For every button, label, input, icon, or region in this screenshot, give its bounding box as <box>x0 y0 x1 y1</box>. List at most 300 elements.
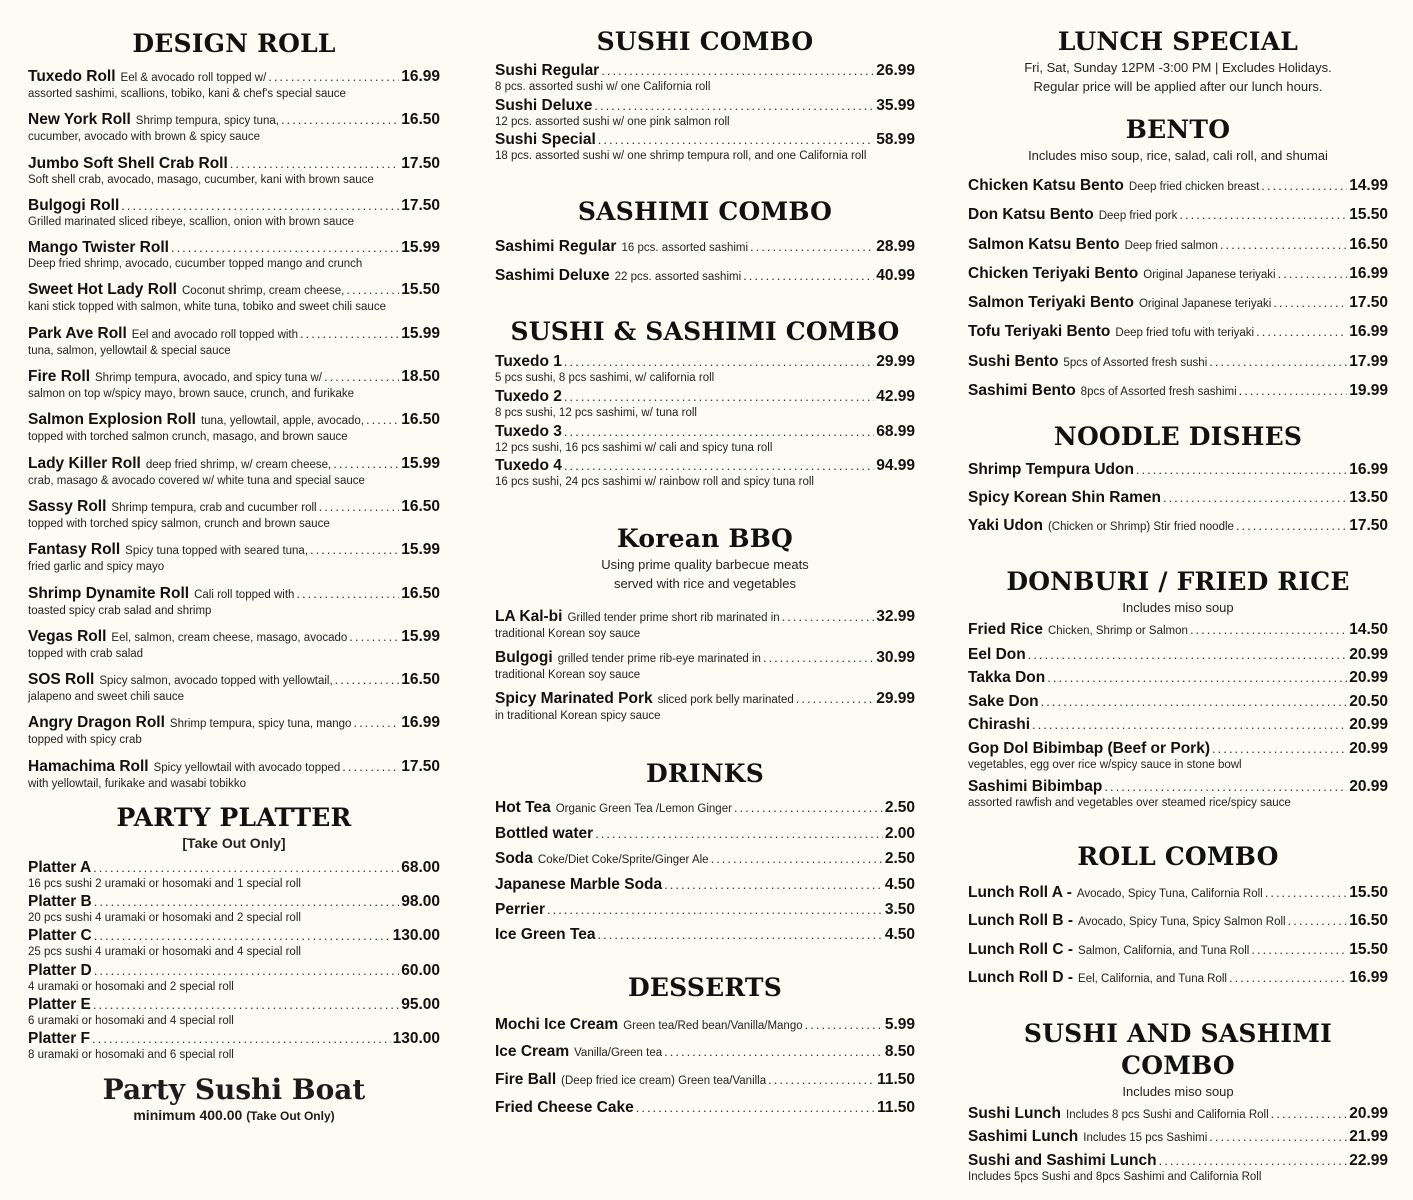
menu-item-row <box>968 716 1388 734</box>
dot-leader <box>564 457 874 475</box>
dot-leader <box>796 690 874 708</box>
menu-item-detail: Deep fried shrimp, avocado, cucumber topped mango and crunch <box>28 258 363 271</box>
menu-item-price: 28.99 <box>876 238 915 256</box>
dot-leader <box>319 498 400 516</box>
menu-item-row <box>495 876 915 894</box>
dot-leader <box>171 239 399 257</box>
menu-item-row <box>495 926 915 944</box>
menu-item-row <box>28 325 440 344</box>
menu-item <box>28 893 440 926</box>
menu-item <box>28 714 440 748</box>
menu-item-name: Sashimi Bibimbap <box>968 778 1103 796</box>
menu-item-detail: crab, masago & avocado covered w/ white tuna and special sauce <box>28 474 365 487</box>
menu-item-price: 130.00 <box>392 1030 440 1048</box>
menu-item-price: 20.50 <box>1349 692 1388 710</box>
menu-item-row <box>28 1030 440 1048</box>
menu-item-description: Coke/Diet Coke/Sprite/Ginger Ale <box>537 853 709 866</box>
column-right <box>968 0 1388 1185</box>
menu-item-price: 16.50 <box>401 671 440 689</box>
menu-item-description: tuna, yellowtail, apple, avocado, <box>200 415 364 428</box>
menu-item <box>495 926 915 944</box>
menu-item-row <box>968 740 1388 758</box>
menu-item-name: Platter E <box>28 995 91 1013</box>
dot-leader <box>1256 323 1347 341</box>
menu-item-description: Shrimp tempura, crab and cucumber roll <box>111 501 317 514</box>
dot-leader <box>296 585 399 603</box>
menu-item-description: Avocado, Spicy Tuna, Spicy Salmon Roll <box>1078 916 1286 929</box>
menu-item-row <box>968 265 1388 284</box>
menu-item-price: 35.99 <box>876 96 915 114</box>
menu-item-description: grilled tender prime rib-eye marinated in <box>557 652 761 665</box>
menu-item-description: Salmon, California, and Tuna Roll <box>1078 944 1250 957</box>
menu-item <box>495 1071 915 1090</box>
menu-item-description: Eel, California, and Tuna Roll <box>1078 972 1227 985</box>
dot-leader <box>768 1071 875 1089</box>
menu-item-description: (Deep fried ice cream) Green tea/Vanilla <box>561 1075 767 1087</box>
dot-leader <box>92 1030 391 1048</box>
menu-item-row <box>28 714 440 733</box>
menu-item-name: Angry Dragon Roll <box>28 714 165 732</box>
menu-item-detail: traditional Korean soy sauce <box>495 628 641 641</box>
menu-item-row <box>28 111 440 130</box>
menu-item-name: Soda <box>495 849 533 867</box>
menu-item-row <box>28 628 440 647</box>
menu-item-row <box>968 294 1388 313</box>
menu-item-name: Salmon Explosion Roll <box>28 411 196 429</box>
menu-item-row <box>495 267 915 286</box>
menu-item-name: Tofu Teriyaki Bento <box>968 323 1111 341</box>
menu-item-detail: 5 pcs sushi, 8 pcs sashimi, w/ california roll <box>495 372 715 385</box>
lunch-combo-list <box>968 1105 1388 1185</box>
dot-leader <box>1251 941 1347 959</box>
menu-item-name: Mochi Ice Cream <box>495 1015 619 1033</box>
dot-leader <box>1136 461 1347 479</box>
menu-item-name: Fried Rice <box>968 621 1043 639</box>
menu-item-detail: assorted sashimi, scallions, tobiko, kani & chef's special sauce <box>28 88 346 100</box>
menu-item-price: 3.50 <box>884 900 915 918</box>
dot-leader <box>750 238 874 256</box>
dot-leader <box>598 926 883 944</box>
menu-item-price: 4.50 <box>884 875 915 893</box>
menu-item-name: Tuxedo 3 <box>495 422 562 440</box>
menu-item-row <box>495 1016 915 1035</box>
menu-item-name: Takka Don <box>968 669 1046 687</box>
menu-item-name: Chicken Teriyaki Bento <box>968 264 1139 282</box>
menu-item-detail: topped with torched spicy salmon, crunch and brown sauce <box>28 517 330 530</box>
menu-item-price: 19.99 <box>1349 382 1388 400</box>
menu-item-row <box>968 517 1388 536</box>
menu-item-price: 16.50 <box>1349 912 1388 930</box>
menu-item-name: Salmon Teriyaki Bento <box>968 294 1134 312</box>
section-title-roll-combo: ROLL COMBO <box>1077 842 1279 872</box>
menu-item <box>495 876 915 894</box>
menu-item-name: Ice Green Tea <box>495 925 596 943</box>
section-title-drinks: DRINKS <box>646 758 764 788</box>
menu-item <box>968 884 1388 903</box>
menu-item-row <box>495 649 915 668</box>
menu-item-row <box>495 1071 915 1090</box>
menu-item-row <box>968 489 1388 507</box>
menu-item-row <box>968 177 1388 196</box>
menu-item-row <box>495 457 915 475</box>
dot-leader <box>743 267 874 285</box>
menu-item-name: LA Kal-bi <box>495 608 563 626</box>
menu-item-description: 16 pcs. assorted sashimi <box>621 242 749 255</box>
lunch-special-note: Regular price will be applied after our lunch hours. <box>1033 79 1323 94</box>
bento-subtitle: Includes miso soup, rice, salad, cali roll, and shumai <box>1028 148 1328 163</box>
dot-leader <box>782 608 875 626</box>
menu-item-name: Vegas Roll <box>28 627 107 645</box>
menu-item <box>28 498 440 532</box>
dot-leader <box>1047 669 1347 687</box>
menu-item-name: Eel Don <box>968 645 1026 663</box>
menu-item-name: Shrimp Tempura Udon <box>968 461 1134 479</box>
menu-item-detail: 8 pcs. assorted sushi w/ one California roll <box>495 81 711 93</box>
menu-item <box>968 323 1388 342</box>
menu-item <box>28 859 440 892</box>
menu-item <box>28 541 440 575</box>
menu-item-detail: in traditional Korean spicy sauce <box>495 709 661 722</box>
menu-item <box>28 111 440 145</box>
dot-leader <box>1239 382 1348 400</box>
dot-leader <box>1163 489 1347 507</box>
menu-item-name: Sushi Bento <box>968 352 1059 370</box>
menu-item-name: Jumbo Soft Shell Crab Roll <box>28 154 228 172</box>
section-title-desserts: DESSERTS <box>628 972 782 1002</box>
menu-item-price: 17.50 <box>1349 294 1388 312</box>
section-title-sushi-sashimi-combo: SUSHI & SASHIMI COMBO <box>510 317 900 347</box>
menu-item <box>495 825 915 843</box>
menu-item-name: Perrier <box>495 900 545 918</box>
section-title-korean-bbq: Korean BBQ <box>616 524 794 554</box>
menu-item-price: 4.50 <box>884 925 915 943</box>
menu-item-name: Fantasy Roll <box>28 541 121 559</box>
menu-item-detail: vegetables, egg over rice w/spicy sauce in stone bowl <box>968 758 1242 771</box>
menu-item-row <box>495 690 915 709</box>
party-sushi-boat-title: Party Sushi Boat <box>102 1073 366 1107</box>
menu-item-row <box>495 799 915 818</box>
menu-item-name: Sassy Roll <box>28 497 107 515</box>
menu-item-row <box>495 850 915 869</box>
menu-item <box>495 850 915 869</box>
menu-item <box>28 68 440 102</box>
menu-item <box>28 325 440 359</box>
menu-item <box>495 1016 915 1035</box>
menu-item-detail: 12 pcs sushi, 16 pcs sashimi w/ cali and spicy tuna roll <box>495 441 773 454</box>
menu-item-description: Cali roll topped with <box>194 588 295 601</box>
menu-item <box>495 353 915 386</box>
menu-item-name: Mango Twister Roll <box>28 239 169 257</box>
menu-item-price: 16.50 <box>401 411 440 429</box>
menu-item-description: Spicy salmon, avocado topped with yellowtail, <box>99 675 333 688</box>
menu-item-row <box>28 197 440 215</box>
menu-item <box>28 628 440 662</box>
dot-leader <box>93 859 399 877</box>
menu-item-name: Sushi Deluxe <box>495 96 593 114</box>
menu-item-price: 14.50 <box>1349 621 1388 639</box>
menu-item <box>495 388 915 421</box>
menu-item-price: 30.99 <box>876 648 915 666</box>
donburi-subtitle: Includes miso soup <box>1122 600 1234 616</box>
menu-item-detail: tuna, salmon, yellowtail & special sauce <box>28 344 231 357</box>
menu-item <box>28 239 440 272</box>
menu-item-price: 16.99 <box>1349 323 1388 341</box>
menu-item-detail: fried garlic and spicy mayo <box>28 561 165 574</box>
dot-leader <box>281 111 399 129</box>
menu-item-price: 16.99 <box>401 68 440 85</box>
dot-leader <box>1288 912 1348 930</box>
menu-item-row <box>28 927 440 945</box>
menu-item <box>968 489 1388 507</box>
menu-item-name: Spicy Korean Shin Ramen <box>968 489 1161 507</box>
section-title-lunch-special: LUNCH SPECIAL <box>1057 27 1299 56</box>
menu-item <box>28 996 440 1029</box>
menu-item-detail: kani stick topped with salmon, white tuna, tobiko and sweet chili sauce <box>28 301 386 314</box>
drinks-list <box>495 799 915 944</box>
menu-item-row <box>495 1099 915 1117</box>
menu-item-row <box>28 239 440 257</box>
menu-item <box>968 461 1388 479</box>
dot-leader <box>1032 716 1347 734</box>
menu-item-name: Shrimp Dynamite Roll <box>28 584 190 602</box>
menu-item <box>28 758 440 792</box>
menu-item <box>495 457 915 490</box>
menu-item-name: Sushi Regular <box>495 62 600 79</box>
menu-item <box>28 455 440 489</box>
menu-item-detail: topped with crab salad <box>28 647 144 660</box>
desserts-list <box>495 1016 915 1117</box>
korean-bbq-subtitle-1: Using prime quality barbecue meats <box>601 557 809 573</box>
menu-item-row <box>28 281 440 300</box>
menu-item-description: Deep fried salmon <box>1124 239 1218 252</box>
menu-item <box>495 901 915 919</box>
section-title-donburi: DONBURI / FRIED RICE <box>1006 567 1350 597</box>
menu-item-price: 17.50 <box>401 757 440 775</box>
menu-item-row <box>28 671 440 690</box>
menu-item-price: 15.50 <box>1349 884 1388 902</box>
dot-leader <box>342 758 399 776</box>
menu-item-price: 15.50 <box>1349 206 1388 224</box>
menu-item-price: 130.00 <box>392 927 440 945</box>
menu-item <box>28 155 440 188</box>
menu-item-detail: assorted rawfish and vegetables over steamed rice/spicy sauce <box>968 797 1291 810</box>
menu-item-price: 17.50 <box>401 154 440 172</box>
menu-item-name: Tuxedo Roll <box>28 68 116 85</box>
section-title-design-roll: DESIGN ROLL <box>132 29 336 58</box>
column-middle <box>495 0 915 1117</box>
menu-item-name: Platter A <box>28 858 92 876</box>
menu-item-name: Bottled water <box>495 824 594 842</box>
menu-item-row <box>28 859 440 877</box>
menu-item-row <box>495 423 915 441</box>
menu-item-name: SOS Roll <box>28 671 95 689</box>
dot-leader <box>94 927 391 945</box>
menu-item-row <box>968 912 1388 931</box>
dot-leader <box>346 281 399 299</box>
menu-item-row <box>968 646 1388 664</box>
sushi-sashimi-combo-list <box>495 353 915 490</box>
noodle-list <box>968 461 1388 536</box>
dot-leader <box>1104 778 1347 796</box>
menu-item-name: Sweet Hot Lady Roll <box>28 281 177 299</box>
menu-item-name: Hot Tea <box>495 798 551 816</box>
menu-item-price: 15.99 <box>401 541 440 559</box>
menu-item-description: Includes 8 pcs Sushi and California Roll <box>1066 1108 1269 1121</box>
dot-leader <box>595 825 883 843</box>
party-platter-list <box>28 859 440 1063</box>
dot-leader <box>594 97 874 115</box>
menu-item-price: 20.99 <box>1349 1104 1388 1122</box>
menu-item-name: Lunch Roll D - <box>968 968 1074 986</box>
menu-item-row <box>28 498 440 517</box>
menu-item-name: Sushi and Sashimi Lunch <box>968 1151 1157 1169</box>
menu-item-price: 16.99 <box>1349 461 1388 479</box>
menu-item-name: Sashimi Deluxe <box>495 267 610 285</box>
menu-item-detail: 8 uramaki or hosomaki and 6 special roll <box>28 1049 234 1062</box>
menu-item-name: Platter F <box>28 1030 91 1048</box>
menu-item-price: 15.99 <box>401 454 440 472</box>
menu-item-price: 20.99 <box>1349 669 1388 687</box>
dot-leader <box>268 68 399 86</box>
menu-item <box>968 1105 1388 1124</box>
menu-item-name: Bulgogi Roll <box>28 196 120 214</box>
menu-item <box>495 238 915 257</box>
menu-item <box>968 621 1388 640</box>
menu-item-description: 22 pcs. assorted sashimi <box>614 271 742 284</box>
menu-item-price: 68.99 <box>876 422 915 440</box>
dot-leader <box>711 850 883 868</box>
menu-item-name: Ice Cream <box>495 1043 570 1061</box>
menu-item-name: Spicy Marinated Pork <box>495 689 653 707</box>
menu-item-name: Tuxedo 1 <box>495 353 562 371</box>
dot-leader <box>366 411 399 429</box>
menu-item-name: Sashimi Lunch <box>968 1128 1079 1146</box>
menu-item-row <box>495 901 915 919</box>
dot-leader <box>1236 517 1347 535</box>
party-sushi-boat-minimum <box>28 1107 440 1123</box>
menu-item-price: 22.99 <box>1349 1151 1388 1169</box>
menu-item <box>968 382 1388 401</box>
menu-item-price: 16.99 <box>1349 968 1388 986</box>
menu-item-price: 16.50 <box>401 497 440 515</box>
menu-item <box>28 281 440 315</box>
menu-item-row <box>28 541 440 560</box>
menu-item-detail: salmon on top w/spicy mayo, brown sauce, crunch, and furikake <box>28 388 354 401</box>
menu-item <box>28 197 440 230</box>
menu-item-name: Platter D <box>28 961 92 979</box>
menu-item-price: 11.50 <box>877 1098 915 1116</box>
dot-leader <box>333 455 399 473</box>
menu-item-name: Yaki Udon <box>968 517 1043 535</box>
menu-item-row <box>28 455 440 474</box>
dot-leader <box>121 197 399 215</box>
menu-item-description: Vanilla/Green tea <box>574 1047 663 1060</box>
menu-item-row <box>28 893 440 911</box>
menu-item-row <box>968 941 1388 960</box>
menu-item-name: Don Katsu Bento <box>968 206 1094 224</box>
menu-item-detail: Soft shell crab, avocado, masago, cucumber, kani with brown sauce <box>28 173 374 186</box>
menu-item-row <box>28 411 440 430</box>
menu-item-name: Gop Dol Bibimbap (Beef or Pork) <box>968 739 1210 757</box>
menu-item-price: 95.00 <box>401 995 440 1013</box>
menu-item-price: 26.99 <box>876 62 915 79</box>
menu-item-description: Organic Green Tea /Lemon Ginger <box>555 802 732 815</box>
menu-item <box>495 131 915 164</box>
menu-item-row <box>968 1152 1388 1170</box>
menu-item-name: Tuxedo 4 <box>495 457 562 475</box>
menu-item-price: 17.50 <box>401 196 440 214</box>
menu-item-detail: 20 pcs sushi 4 uramaki or hosomaki and 2 special roll <box>28 912 301 925</box>
section-title-bento: BENTO <box>1125 115 1231 144</box>
menu-item-row <box>495 353 915 371</box>
menu-item-name: Lunch Roll C - <box>968 940 1074 958</box>
menu-item-description: Includes 15 pcs Sashimi <box>1083 1132 1208 1145</box>
boat-minimum-text: minimum 400.00 <box>133 1107 243 1124</box>
menu-item-detail: with yellowtail, furikake and wasabi tobikko <box>28 777 246 790</box>
menu-item-detail: toasted spicy crab salad and shrimp <box>28 604 212 617</box>
menu-item-name: Lunch Roll A - <box>968 884 1072 902</box>
menu-item-price: 8.50 <box>884 1043 915 1061</box>
menu-item <box>968 778 1388 811</box>
menu-item-row <box>28 758 440 777</box>
korean-bbq-subtitle-2: served with rice and vegetables <box>613 576 797 592</box>
menu-item <box>28 1030 440 1063</box>
menu-item-price: 17.99 <box>1349 352 1388 370</box>
menu-item-name: Sashimi Bento <box>968 382 1076 400</box>
menu-item-name: Chicken Katsu Bento <box>968 177 1124 194</box>
menu-item-name: Platter C <box>28 927 92 945</box>
section-title-party-platter: PARTY PLATTER <box>116 802 352 832</box>
menu-item-price: 98.00 <box>401 893 440 911</box>
menu-item <box>968 177 1388 196</box>
menu-item-price: 16.99 <box>1349 264 1388 282</box>
menu-item-description: Eel, salmon, cream cheese, masago, avocado <box>111 631 348 644</box>
menu-item-price: 20.99 <box>1349 645 1388 663</box>
section-title-sashimi-combo: SASHIMI COMBO <box>577 197 833 227</box>
menu-item-price: 16.99 <box>401 714 440 732</box>
menu-item <box>495 1099 915 1117</box>
menu-item-name: Fire Roll <box>28 368 91 386</box>
menu-item-description: Deep fried pork <box>1098 210 1178 223</box>
dot-leader <box>564 353 874 371</box>
menu-item-name: Japanese Marble Soda <box>495 875 663 893</box>
menu-item-detail: 16 pcs sushi 2 uramaki or hosomaki and 1 special roll <box>28 877 301 890</box>
menu-item-row <box>968 1105 1388 1124</box>
menu-item <box>968 669 1388 687</box>
menu-item-description: Shrimp tempura, spicy tuna, <box>135 115 279 128</box>
menu-item-row <box>495 825 915 843</box>
menu-item <box>495 267 915 286</box>
menu-item-description: (Chicken or Shrimp) Stir fried noodle <box>1047 521 1234 534</box>
menu-item <box>968 941 1388 960</box>
dot-leader <box>310 541 399 559</box>
menu-item-detail: cucumber, avocado with brown & spicy sauce <box>28 131 261 144</box>
menu-item-name: Sushi Special <box>495 131 596 149</box>
menu-item-name: Sushi Lunch <box>968 1104 1061 1122</box>
menu-item-detail: 12 pcs. assorted sushi w/ one pink salmon roll <box>495 115 730 128</box>
menu-item-price: 11.50 <box>877 1071 915 1088</box>
dot-leader <box>1278 265 1348 283</box>
menu-item-row <box>968 693 1388 711</box>
donburi-list <box>968 621 1388 811</box>
menu-item <box>495 608 915 642</box>
menu-item-price: 21.99 <box>1349 1128 1388 1146</box>
menu-item-row <box>968 461 1388 479</box>
dot-leader <box>636 1099 875 1117</box>
menu-item-name: Fried Cheese Cake <box>495 1098 634 1116</box>
menu-item-row <box>495 238 915 257</box>
menu-item-detail: 16 pcs sushi, 24 pcs sashimi w/ rainbow roll and spicy tuna roll <box>495 476 814 489</box>
